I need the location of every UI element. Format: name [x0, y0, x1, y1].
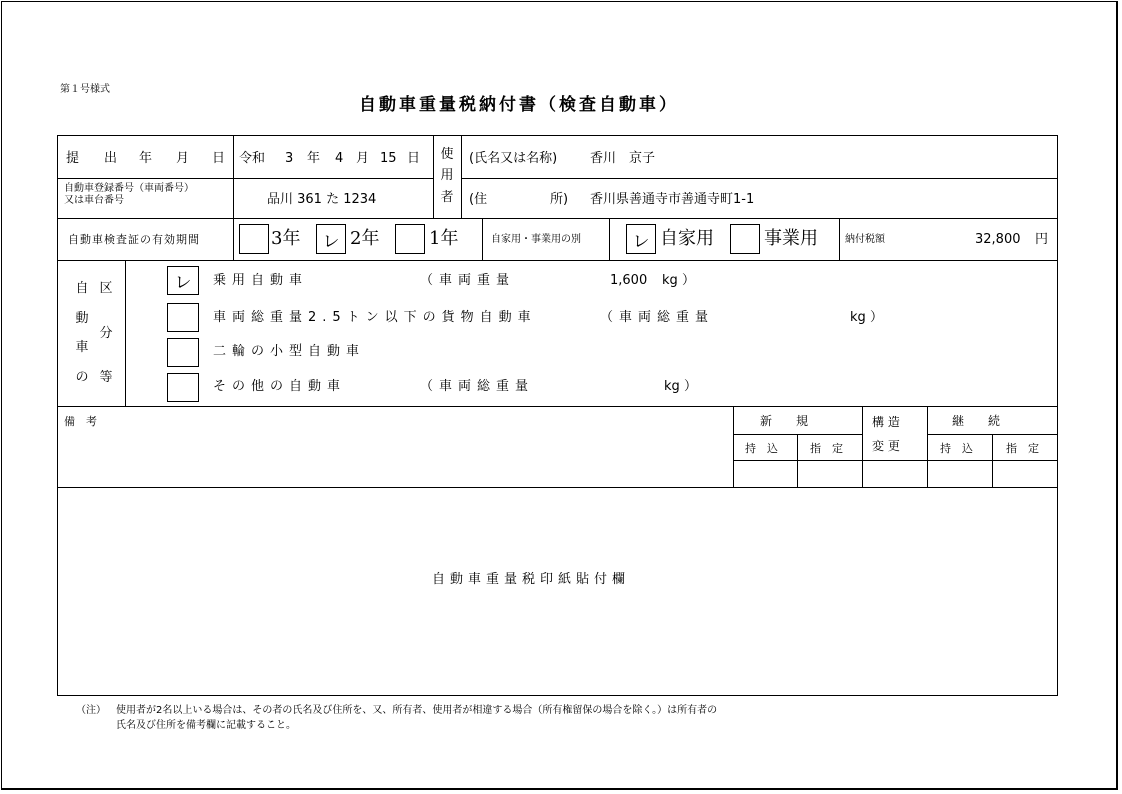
check-mark-icon: レ — [632, 231, 650, 252]
category-label-a3: 車 — [75, 340, 89, 355]
category-other-checkbox[interactable] — [167, 373, 199, 402]
usage-business-checkbox[interactable] — [730, 224, 760, 254]
category-other-label: その他の自動車 — [213, 379, 347, 394]
date-label-2: 出 — [104, 151, 118, 166]
category-other-detail-label: （車両総重量 — [420, 379, 535, 394]
form-number: 第１号様式 — [60, 84, 110, 95]
new-registration-label: 新 規 — [760, 414, 809, 428]
category-label-b3: 等 — [99, 370, 113, 385]
category-truck-close: ） — [870, 310, 884, 325]
category-label-a2: 動 — [75, 311, 89, 326]
usage-label: 自家用・事業用の別 — [491, 234, 581, 245]
day-value: 15 — [380, 151, 397, 166]
check-mark-icon: レ — [322, 231, 340, 252]
note-label: （注） — [76, 705, 106, 716]
name-value: 香川 京子 — [590, 151, 656, 166]
address-value: 香川県善通寺市善通寺町1-1 — [590, 192, 755, 207]
category-motorcycle-label: 二輪の小型自動車 — [213, 344, 366, 359]
user-label-3: 者 — [440, 190, 454, 205]
tax-value: 32,800 — [975, 232, 1021, 247]
category-label-b2: 分 — [99, 326, 113, 341]
date-label-4: 月 — [176, 151, 190, 166]
address-label-close: 所) — [550, 192, 569, 207]
structure-label-1: 構 造 — [872, 415, 900, 429]
continuation-bring-in-label: 持 込 — [940, 442, 973, 455]
category-truck-unit: kg — [850, 310, 866, 325]
category-passenger-unit: kg — [662, 273, 678, 288]
validity-3yr-checkbox[interactable] — [239, 224, 269, 254]
category-truck-checkbox[interactable] — [167, 303, 199, 332]
category-label-a1: 自 — [75, 281, 89, 296]
category-passenger-close: ） — [682, 273, 696, 288]
address-label-open: (住 — [469, 192, 488, 207]
day-unit: 日 — [407, 151, 421, 166]
category-passenger-detail-label: （車両重量 — [420, 273, 516, 288]
registration-label-line2: 又は車台番号 — [64, 195, 124, 206]
category-passenger-checkbox[interactable] — [167, 266, 199, 295]
category-truck-label: 車両総重量2.5トン以下の貨物自動車 — [213, 310, 537, 325]
note-line-2: 氏名及び住所を備考欄に記載すること。 — [116, 720, 296, 731]
month-unit: 月 — [356, 151, 370, 166]
form-title: 自動車重量税納付書（検査自動車） — [359, 95, 679, 115]
year-value: 3 — [285, 151, 294, 166]
date-label-1: 提 — [66, 151, 80, 166]
validity-1yr-label: 1年 — [429, 228, 459, 249]
note-line-1: 使用者が2名以上いる場合は、その者の氏名及び住所を、又、所有者、使用者が相違する場合（所有権留保の場合を除く。）は所有者の — [116, 705, 718, 716]
new-bring-in-label: 持 込 — [745, 442, 778, 455]
usage-private-checkbox[interactable] — [626, 224, 656, 254]
date-label-3: 年 — [139, 151, 153, 166]
continuation-designated-label: 指 定 — [1006, 442, 1039, 455]
validity-3yr-label: 3年 — [271, 228, 301, 249]
remarks-label: 備 考 — [64, 415, 97, 428]
category-label-a4: の — [75, 370, 89, 385]
continuation-label: 継 続 — [952, 414, 1001, 428]
category-other-close: ） — [684, 379, 698, 394]
category-other-unit: kg — [664, 379, 680, 394]
usage-business-label: 事業用 — [764, 228, 818, 249]
new-designated-label: 指 定 — [810, 442, 843, 455]
category-passenger-weight: 1,600 — [610, 273, 648, 288]
validity-label: 自動車検査証の有効期間 — [68, 233, 200, 246]
validity-2yr-label: 2年 — [350, 228, 380, 249]
category-truck-detail-label: （車両総重量 — [600, 310, 715, 325]
category-motorcycle-checkbox[interactable] — [167, 338, 199, 367]
tax-unit: 円 — [1035, 232, 1049, 247]
structure-label-2: 変 更 — [872, 439, 900, 453]
category-label-b1: 区 — [99, 281, 113, 296]
validity-1yr-checkbox[interactable] — [395, 224, 425, 254]
user-label-1: 使 — [440, 147, 454, 162]
year-unit: 年 — [307, 151, 321, 166]
month-value: 4 — [335, 151, 344, 166]
category-passenger-label: 乗用自動車 — [213, 273, 309, 288]
date-label-5: 日 — [212, 151, 226, 166]
user-label-2: 用 — [440, 168, 454, 183]
check-mark-icon: レ — [174, 273, 192, 293]
registration-value: 品川 361 た 1234 — [267, 192, 377, 207]
tax-label: 納付税額 — [845, 234, 885, 245]
validity-2yr-checkbox[interactable] — [316, 224, 346, 254]
usage-private-label: 自家用 — [660, 228, 714, 249]
era: 令和 — [239, 151, 266, 166]
stamp-area-label: 自動車重量税印紙貼付欄 — [432, 572, 631, 587]
registration-label-line1: 自動車登録番号（車両番号） — [64, 183, 194, 194]
name-label: (氏名又は名称) — [469, 151, 558, 166]
